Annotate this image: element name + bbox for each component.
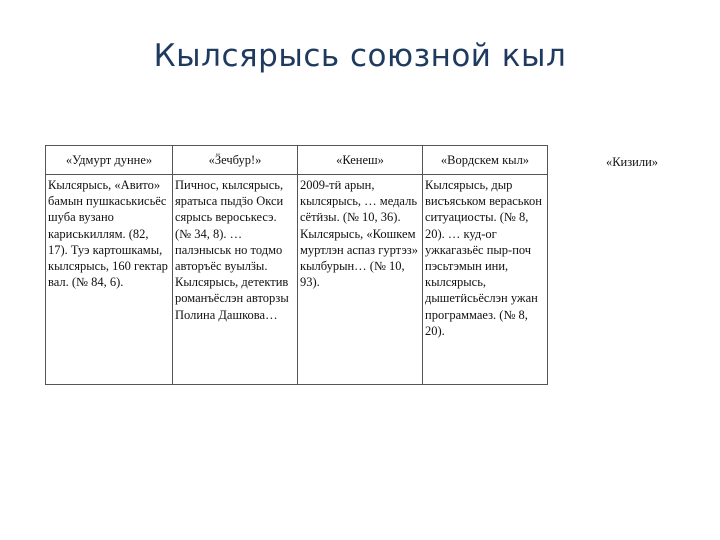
examples-table	[45, 145, 548, 385]
table-header-row	[46, 146, 548, 175]
table-cell: 2009-тӥ арын, кылсярысь, … медаль сётӥзы. (№ 10, 36). Кылсярысь, «Кошкем муртлэн аспаз гуртэз» кылбурын… (№ 10, 93).	[298, 175, 423, 385]
table-cell: Кылсярысь, дыр висъяськом вераськон ситуациосты. (№ 8, 20). … куд-ог ужкагазьёс пыр-поч пэсьтэмын ини, кылсярысь, дышетӥсьёслэн ужан программаез. (№ 8, 20).	[423, 175, 548, 385]
header-cell-udmurt-dunne: «Удмурт дунне»	[46, 146, 173, 175]
slide-title: Кылсярысь союзной кыл	[153, 38, 567, 74]
header-cell-vordskem-kyl: «Вордскем кыл»	[423, 146, 548, 175]
table-cell: Кылсярысь, «Авито» бамын пушкаськисьёс шуба вузано кариськиллям. (82, 17). Туэ картошкамы, кылсярысь, 160 гектар вал. (№ 84, 6).	[46, 175, 173, 385]
header-cell-zechbur: «Ӟечбур!»	[173, 146, 298, 175]
header-cell-kizili: «Кизили»	[605, 155, 659, 169]
table-cell: Пичнос, кылсярысь, яратыса пыдӟо Окси сярысь вероськесэ. (№ 34, 8). … палэныськ но тодмо авторъёс вуылӟы. Кылсярысь, детектив романъёслэн авторзы Полина Дашкова…	[173, 175, 298, 385]
table-row	[46, 175, 548, 385]
header-cell-kenesh: «Кенеш»	[298, 146, 423, 175]
